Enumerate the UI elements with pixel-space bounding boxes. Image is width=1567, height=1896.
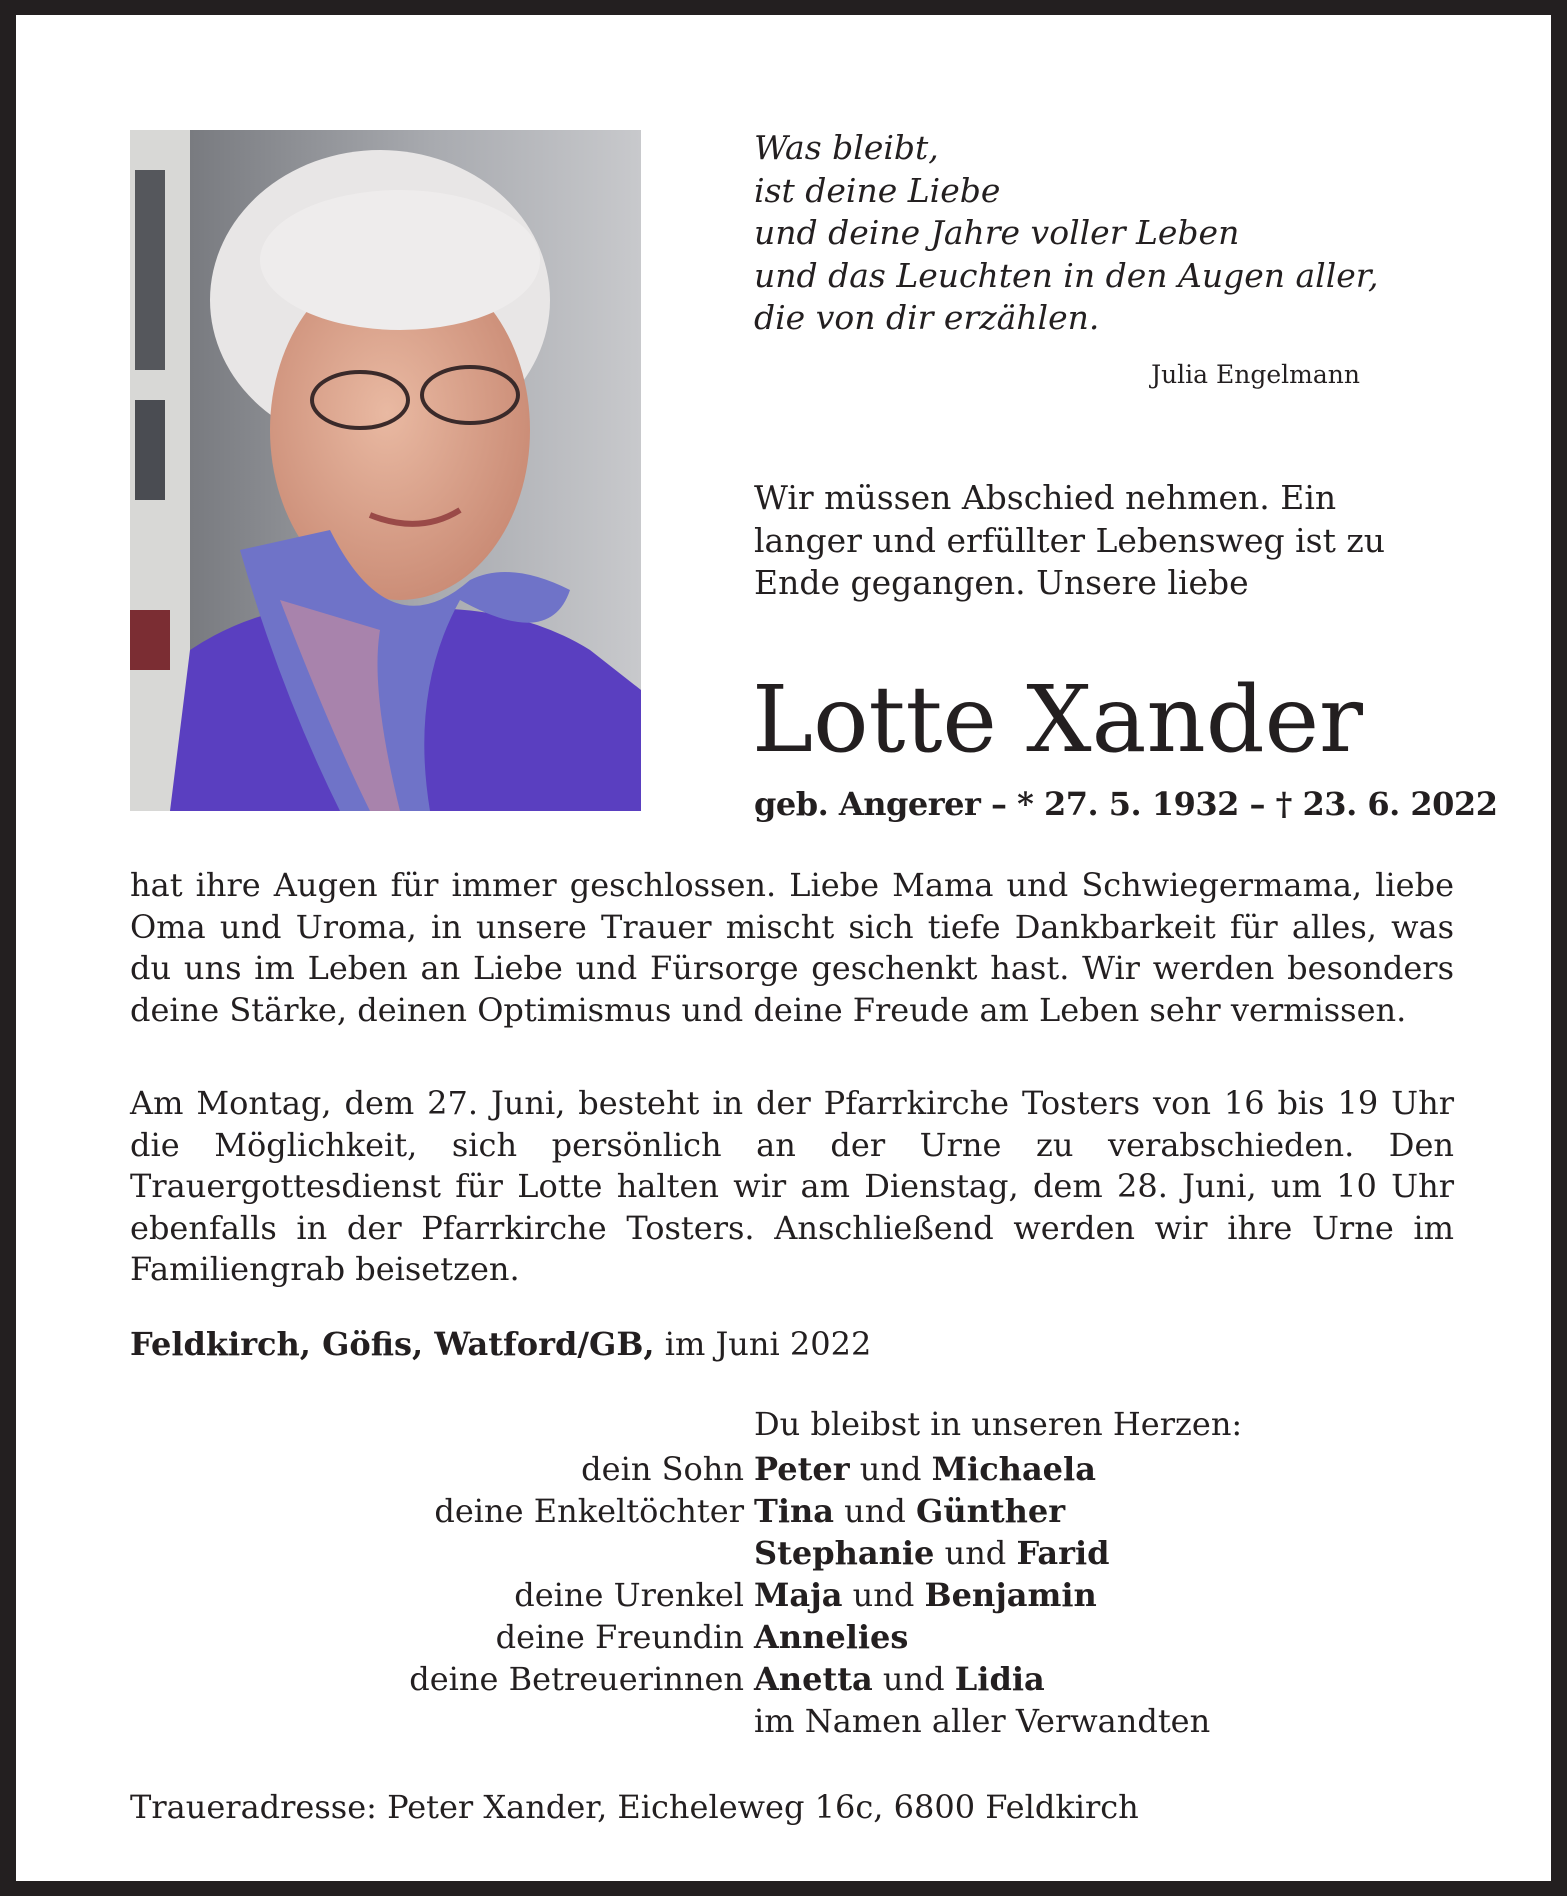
intro-text: Wir müssen Abschied nehmen. Ein langer und erfüllter Lebensweg ist zu Ende gegangen. Unsere liebe (754, 478, 1386, 602)
relation: deine Freundin (495, 1618, 744, 1656)
name-a: Peter (754, 1450, 850, 1488)
mourning-address: Traueradresse: Peter Xander, Eicheleweg 16c, 6800 Feldkirch (130, 1788, 1139, 1826)
family-list (130, 1448, 1454, 1742)
names (754, 1448, 1096, 1490)
relation: deine Betreuerinnen (409, 1660, 744, 1698)
and: und (872, 1660, 955, 1698)
family-row (130, 1616, 1454, 1658)
name-a: Anetta (754, 1660, 873, 1698)
name-a: Tina (754, 1492, 834, 1530)
poem-line: die von dir erzählen. (754, 298, 1100, 337)
poem-line: Was bleibt, (754, 128, 939, 167)
name-b: Lidia (954, 1660, 1045, 1698)
date: im Juni 2022 (654, 1325, 872, 1363)
name-a: Maja (754, 1576, 843, 1614)
and: und (842, 1576, 925, 1614)
names (754, 1532, 1110, 1574)
name-b: Farid (1016, 1534, 1110, 1572)
poem-line: und deine Jahre voller Leben (754, 213, 1240, 252)
and: und (833, 1492, 917, 1530)
paragraph-funeral-info: Am Montag, dem 27. Juni, besteht in der Pfarrkirche Tosters von 16 bis 19 Uhr die Möglichkeit, sich persönlich an der Urne zu verabschieden. Den Trauergottesdienst für Lotte halten wir am Dienstag, dem 28. Juni, um 10 Uhr ebenfalls in der Pfarrkirche Tosters. Anschließend werden wir ihre Urne im Familiengrab beisetzen. (130, 1084, 1454, 1288)
portrait-photo (130, 130, 641, 811)
name-b: Günther (916, 1492, 1066, 1530)
names (754, 1658, 1045, 1700)
poem-author: Julia Engelmann (1151, 360, 1360, 389)
name-b: Michaela (931, 1450, 1096, 1488)
closing: im Namen aller Verwandten (754, 1702, 1211, 1740)
name-b: Benjamin (924, 1576, 1097, 1614)
relation (130, 1700, 754, 1742)
family-row (130, 1490, 1454, 1532)
obituary-page (16, 15, 1551, 1881)
family-row (130, 1574, 1454, 1616)
relation (130, 1532, 754, 1574)
paragraph-main: hat ihre Augen für immer geschlossen. Liebe Mama und Schwiegermama, liebe Oma und Uroma, in unsere Trauer mischt sich tiefe Dankbarkeit für alles, was du uns im Leben an Liebe und Fürsorge geschenkt hast. Wir werden besonders deine Stärke, deinen Optimismus und deine Freude am Leben sehr vermissen. (130, 866, 1454, 1029)
relation: deine Urenkel (514, 1576, 744, 1614)
places: Feldkirch, Göfis, Watford/GB, (130, 1325, 655, 1363)
names (754, 1616, 908, 1658)
poem-line: ist deine Liebe (754, 170, 1001, 210)
and: und (849, 1450, 932, 1488)
names (754, 1490, 1065, 1532)
family-row (130, 1532, 1454, 1574)
family-row (130, 1658, 1454, 1700)
names (754, 1574, 1097, 1616)
and: und (934, 1534, 1017, 1572)
name-a: Annelies (754, 1618, 909, 1656)
relation: deine Enkeltöchter (434, 1492, 744, 1530)
poem-line: und das Leuchten in den Augen aller, (754, 255, 1379, 295)
hearts-line: Du bleibst in unseren Herzen: (754, 1405, 1243, 1443)
deceased-name: Lotte Xander (752, 666, 1364, 773)
name-a: Stephanie (754, 1534, 935, 1572)
closing-row (130, 1700, 1454, 1742)
poem (754, 127, 1378, 340)
relation: dein Sohn (581, 1450, 744, 1488)
family-row (130, 1448, 1454, 1490)
place-date (130, 1325, 871, 1363)
birth-death-dates: geb. Angerer – * 27. 5. 1932 – † 23. 6. 2022 (754, 785, 1498, 823)
